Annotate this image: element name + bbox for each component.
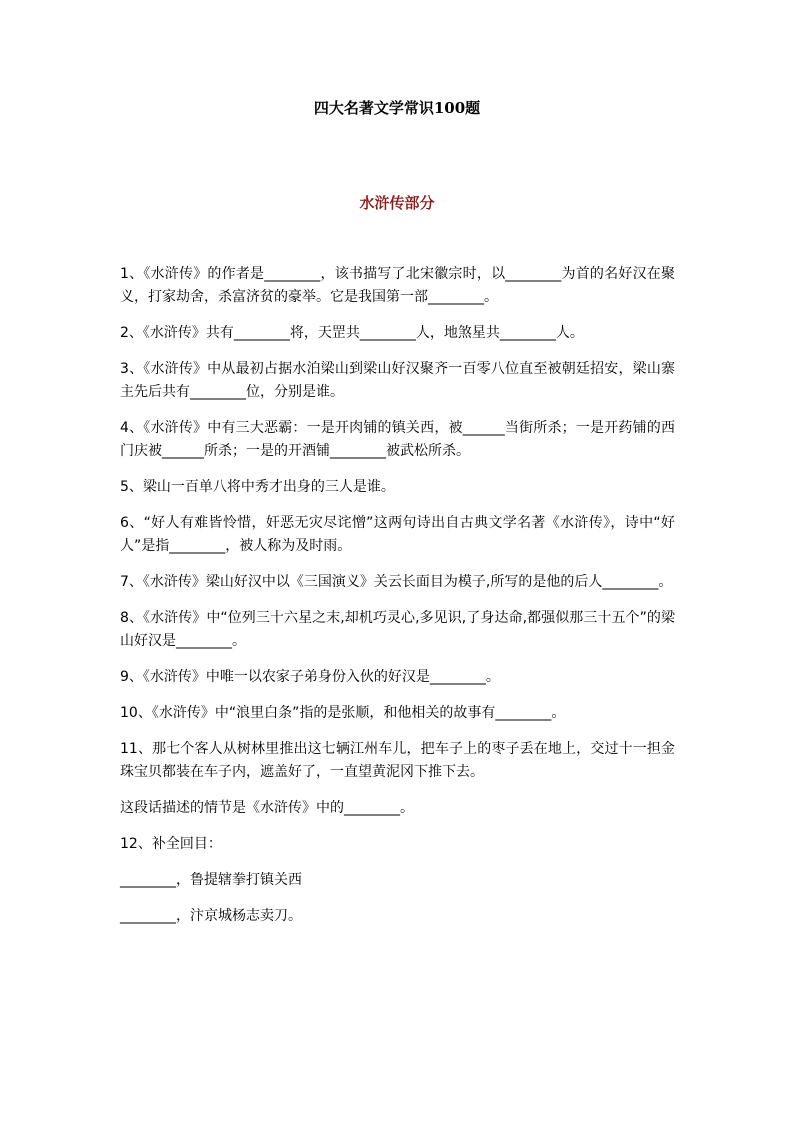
question-5: 5、梁山一百单八将中秀才出身的三人是谁。 [120,479,395,495]
question-8: 8、《水浒传》中“位列三十六星之末,却机巧灵心,多见识,了身达命,都强似那三十五个”的梁山好汉是________。 [120,610,675,649]
document-title: 四大名著文学常识100题 [313,99,481,117]
question-4: 4、《水浒传》中有三大恶霸：一是开肉铺的镇关西，被______当街所杀；一是开药铺的西门庆被______所杀；一是的开酒铺________被武松所杀。 [120,420,675,459]
question-6: 6、“好人有难皆怜惜，奸恶无灾尽诧憎”这两句诗出自古典文学名著《水浒传》，诗中“好人”是指________，被人称为及时雨。 [120,515,675,554]
question-7: 7、《水浒传》梁山好汉中以《三国演义》关云长面目为模子,所写的是他的后人________。 [120,574,673,590]
question-2: 2、《水浒传》共有________将，天罡共________人，地煞星共________人。 [120,325,584,341]
question-9: 9、《水浒传》中唯一以农家子弟身份入伙的好汉是________。 [120,669,500,685]
chapter-line-2: ________，汴京城杨志卖刀。 [120,908,302,924]
question-11-prompt: 这段话描述的情节是《水浒传》中的________。 [120,800,414,816]
section-title: 水浒传部分 [359,194,435,212]
question-10: 10、《水浒传》中“浪里白条”指的是张顺，和他相关的故事有________。 [120,705,566,721]
question-3: 3、《水浒传》中从最初占据水泊梁山到梁山好汉聚齐一百零八位直至被朝廷招安，梁山寨主先后共有________位，分别是谁。 [120,361,675,400]
question-list [120,263,675,941]
question-11: 11、那七个客人从树林里推出这七辆江州车儿，把车子上的枣子丢在地上，交过十一担金珠宝贝都装在车子内，遮盖好了，一直望黄泥冈下推下去。 [120,741,675,780]
question-1: 1、《水浒传》的作者是________，该书描写了北宋徽宗时，以________为首的名好汉在聚义，打家劫舍，杀富济贫的豪举。它是我国第一部________。 [120,266,675,305]
chapter-line-1: ________，鲁提辖拳打镇关西 [120,872,302,888]
question-12: 12、补全回目： [120,836,222,852]
